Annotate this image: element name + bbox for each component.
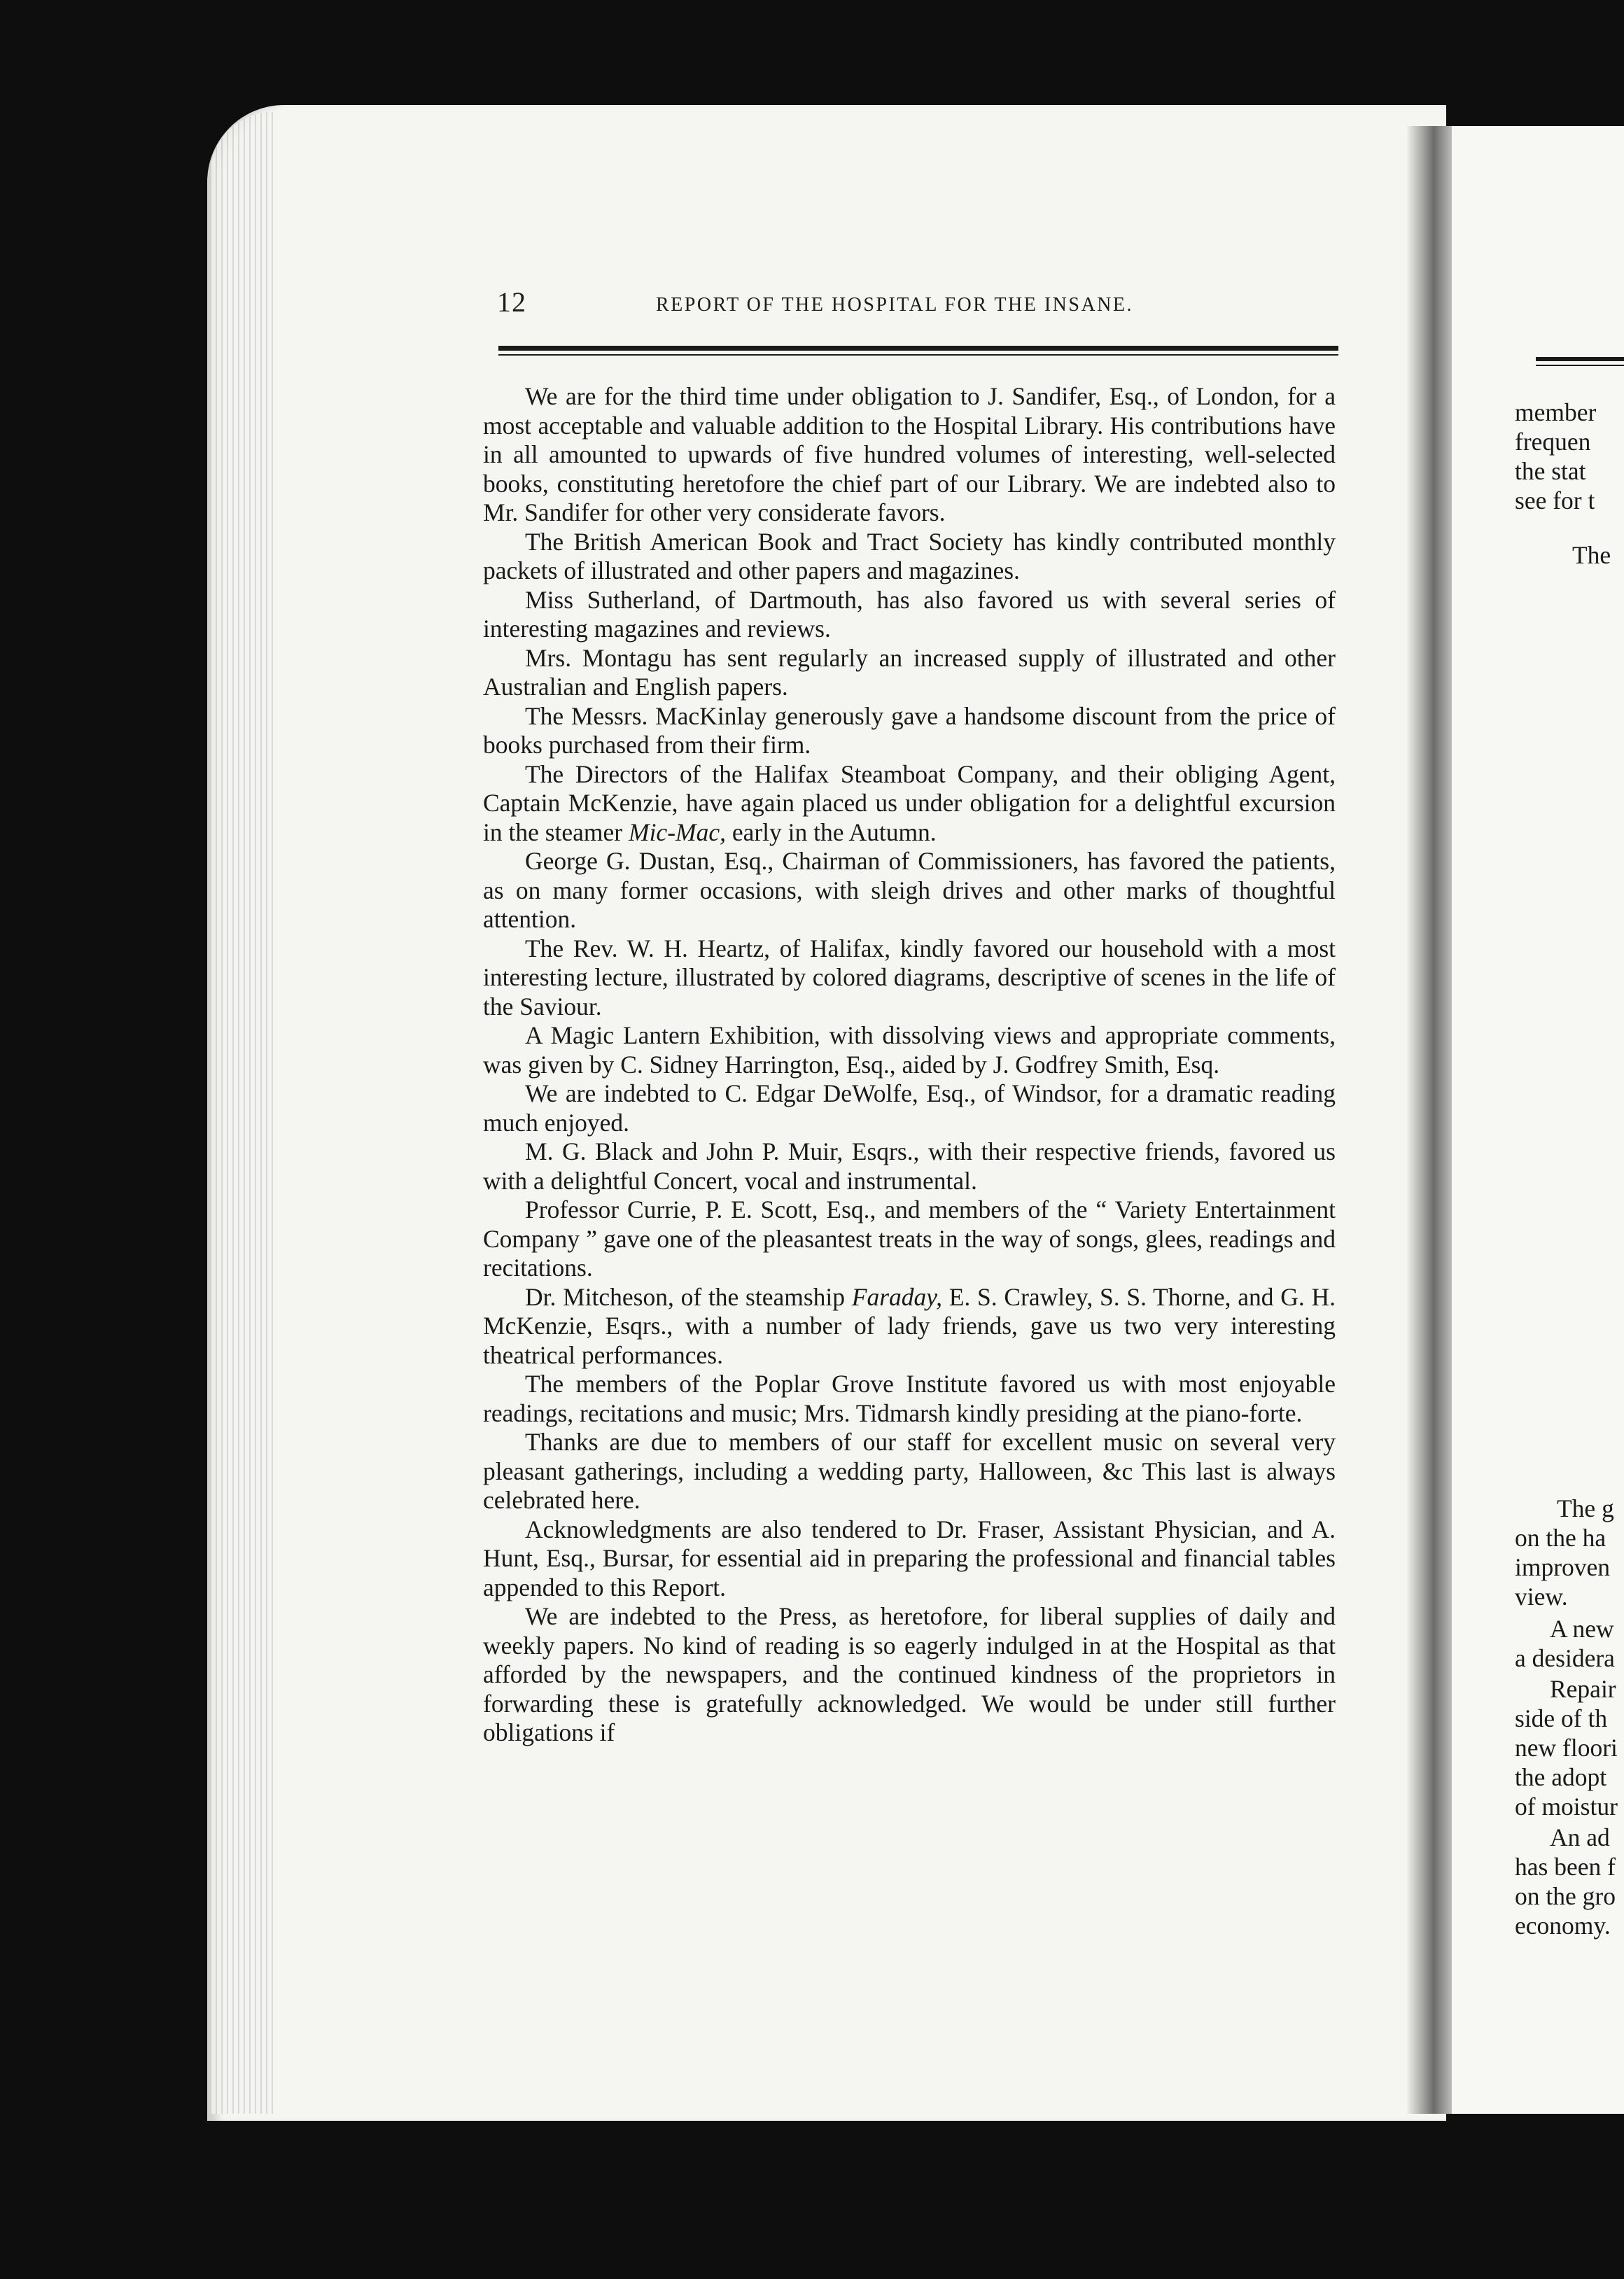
facing-page-fragment: improven <box>1515 1553 1611 1581</box>
facing-page-fragment: the adopt <box>1515 1763 1607 1791</box>
header-rule-thick <box>498 346 1338 351</box>
facing-page-fragment: view. <box>1515 1583 1568 1611</box>
facing-page-fragment: The g <box>1557 1494 1614 1522</box>
facing-header-rule-thin <box>1536 365 1624 366</box>
paragraph: We are for the third time under obligation to J. Sandifer, Esq., of London, for a most acceptable and valuable addition to the Hospital Library. His contributions have in all amounted to upwards of five hundred volumes of interesting, well-selected books, constituting heretofore the chief part of our Library. We are indebted also to Mr. Sandifer for other very considerate favors. <box>483 382 1336 526</box>
paragraph: Acknowledgments are also tendered to Dr. Fraser, Assistant Physician, and A. Hunt, Esq., Bursar, for essential aid in preparing the professional and financial tables appended to this Report. <box>483 1515 1336 1601</box>
facing-page-fragment: on the gro <box>1515 1882 1616 1910</box>
paragraph <box>483 760 1336 848</box>
facing-page-fragment: economy. <box>1515 1912 1611 1940</box>
paragraph: A Magic Lantern Exhibition, with dissolving views and appropriate comments, was given by C. Sidney Harrington, Esq., aided by J. Godfrey Smith, Esq. <box>483 1021 1336 1079</box>
paragraph-text: early in the Autumn. <box>725 818 937 846</box>
page-edges <box>210 112 273 2114</box>
paragraph: The members of the Poplar Grove Institute favored us with most enjoyable readings, recitations and music; Mrs. Tidmarsh kindly presiding at the piano-forte. <box>483 1370 1336 1427</box>
facing-page-fragment: Repair <box>1550 1675 1616 1703</box>
facing-page-fragment: new floori <box>1515 1734 1618 1762</box>
facing-page-fragment: on the ha <box>1515 1524 1606 1552</box>
facing-page-fragment: An ad <box>1550 1823 1610 1851</box>
facing-page-fragment: the stat <box>1515 457 1586 485</box>
paragraph: Mrs. Montagu has sent regularly an increased supply of illustrated and other Australian and English papers. <box>483 643 1336 701</box>
facing-page-fragment: of moistur <box>1515 1793 1618 1821</box>
paragraph: M. G. Black and John P. Muir, Esqrs., with their respective friends, favored us with a delightful Concert, vocal and instrumental. <box>483 1137 1336 1195</box>
facing-page-fragment: frequen <box>1515 428 1591 456</box>
paragraph: George G. Dustan, Esq., Chairman of Commissioners, has favored the patients, as on many former occasions, with sleigh drives and other marks of thoughtful attention. <box>483 847 1336 933</box>
paragraph: We are indebted to C. Edgar DeWolfe, Esq., of Windsor, for a dramatic reading much enjoyed. <box>483 1079 1336 1137</box>
book-gutter <box>1407 126 1452 2114</box>
paragraph: Miss Sutherland, of Dartmouth, has also favored us with several series of interesting magazines and reviews. <box>483 585 1336 643</box>
facing-page-fragment: a desidera <box>1515 1644 1615 1672</box>
paragraph: Professor Currie, P. E. Scott, Esq., and members of the “ Variety Entertainment Company ” gave one of the pleasantest treats in the way of songs, glees, readings and recitations. <box>483 1195 1336 1282</box>
facing-page-fragment: has been f <box>1515 1853 1616 1881</box>
facing-page-fragment: A new <box>1550 1615 1614 1643</box>
paragraph: Thanks are due to members of our staff for excellent music on several very pleasant gatherings, including a wedding party, Halloween, &c This last is always celebrated here. <box>483 1428 1336 1514</box>
paragraph: The Rev. W. H. Heartz, of Halifax, kindly favored our household with a most interesting lecture, illustrated by colored diagrams, descriptive of scenes in the life of the Saviour. <box>483 934 1336 1021</box>
facing-page-fragment: side of th <box>1515 1704 1608 1732</box>
facing-page-fragment: The <box>1572 541 1611 569</box>
facing-page-fragment: member <box>1515 398 1597 426</box>
body-text <box>483 382 1336 1748</box>
header-rule-thin <box>498 354 1338 356</box>
paragraph-text: Dr. Mitcheson, of the steamship <box>525 1282 852 1311</box>
facing-page-fragment: see for t <box>1515 486 1595 514</box>
paragraph: The British American Book and Tract Society has kindly contributed monthly packets of illustrated and other papers and magazines. <box>483 527 1336 584</box>
ship-name-faraday: Faraday, <box>851 1282 942 1311</box>
paragraph <box>483 1283 1336 1370</box>
paragraph-text: E. S. Crawley, S. S. Thorne, and G. H. McKenzie, Esqrs., with a number of lady friends, gave us two very interesting theatrical performances. <box>483 1282 1336 1369</box>
ship-name-mic-mac: Mic-Mac, <box>629 818 726 846</box>
running-head: REPORT OF THE HOSPITAL FOR THE INSANE. <box>656 294 1133 316</box>
paragraph-text: The Directors of the Halifax Steamboat Company, and their obliging Agent, Captain McKenzie, have again placed us under obligation for a delightful excursion in the steamer <box>483 759 1336 846</box>
facing-header-rule-thick <box>1536 357 1624 361</box>
paragraph: We are indebted to the Press, as heretofore, for liberal supplies of daily and weekly papers. No kind of reading is so eagerly indulged in at the Hospital as that afforded by the newspapers, and the continued kindness of the proprietors in forwarding these is gratefully acknowledged. We would be under still further obligations if <box>483 1602 1336 1746</box>
page-number: 12 <box>497 286 526 318</box>
paragraph: The Messrs. MacKinlay generously gave a handsome discount from the price of books purchased from their firm. <box>483 701 1336 759</box>
